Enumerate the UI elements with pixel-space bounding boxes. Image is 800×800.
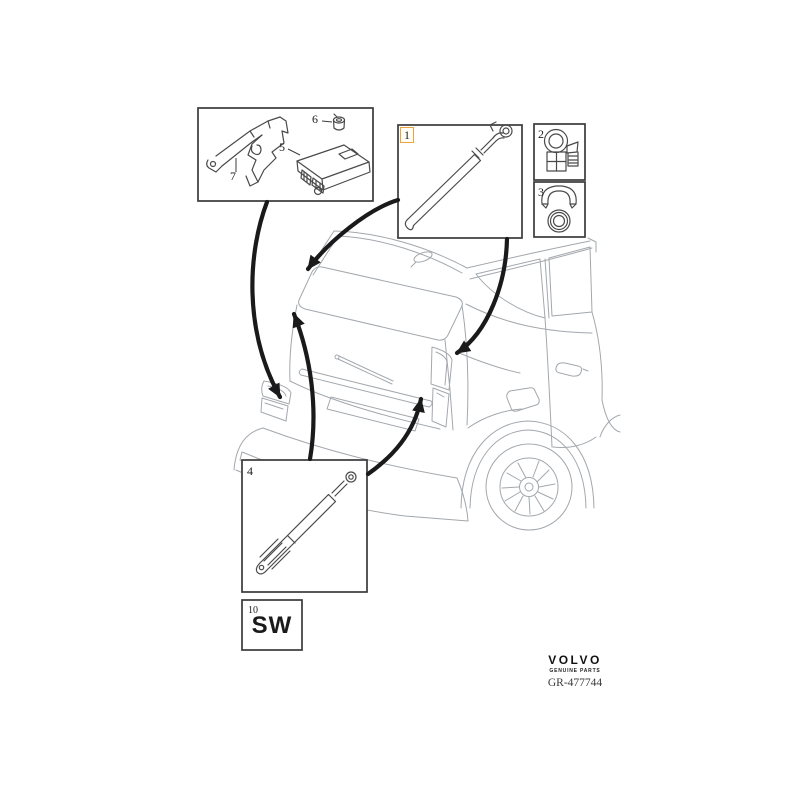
drawing-number: GR-477744 <box>547 677 603 689</box>
part-label-2[interactable]: 2 <box>538 127 544 141</box>
part-label-7[interactable]: 7 <box>230 169 236 183</box>
footer-logo-block <box>535 653 615 689</box>
arrow-module-to-bumper <box>252 202 280 397</box>
arrow-spindle-to-left-corner <box>308 200 398 269</box>
brand-tagline: GENUINE PARTS <box>549 668 601 674</box>
rear-wheel <box>486 444 572 530</box>
brand-wordmark: VOLVO <box>548 653 602 667</box>
parts-box-5-6-7[interactable] <box>198 108 373 201</box>
part-label-6[interactable]: 6 <box>312 112 318 126</box>
leader-arrows <box>252 200 507 474</box>
sw-box-number: 10 <box>248 605 258 616</box>
part-label-4[interactable]: 4 <box>247 464 253 478</box>
part-label-1-selected[interactable]: 1 <box>400 127 414 143</box>
parts-box-1[interactable] <box>398 125 522 238</box>
arrow-strut-to-left-pillar <box>294 314 313 459</box>
sw-code: SW <box>251 612 293 639</box>
parts-box-4[interactable] <box>242 460 367 592</box>
sw-box-text[interactable] <box>242 600 302 650</box>
part-label-3[interactable]: 3 <box>538 185 544 199</box>
part-label-5[interactable]: 5 <box>279 140 285 154</box>
arrow-strut-to-right-lower <box>368 399 421 474</box>
